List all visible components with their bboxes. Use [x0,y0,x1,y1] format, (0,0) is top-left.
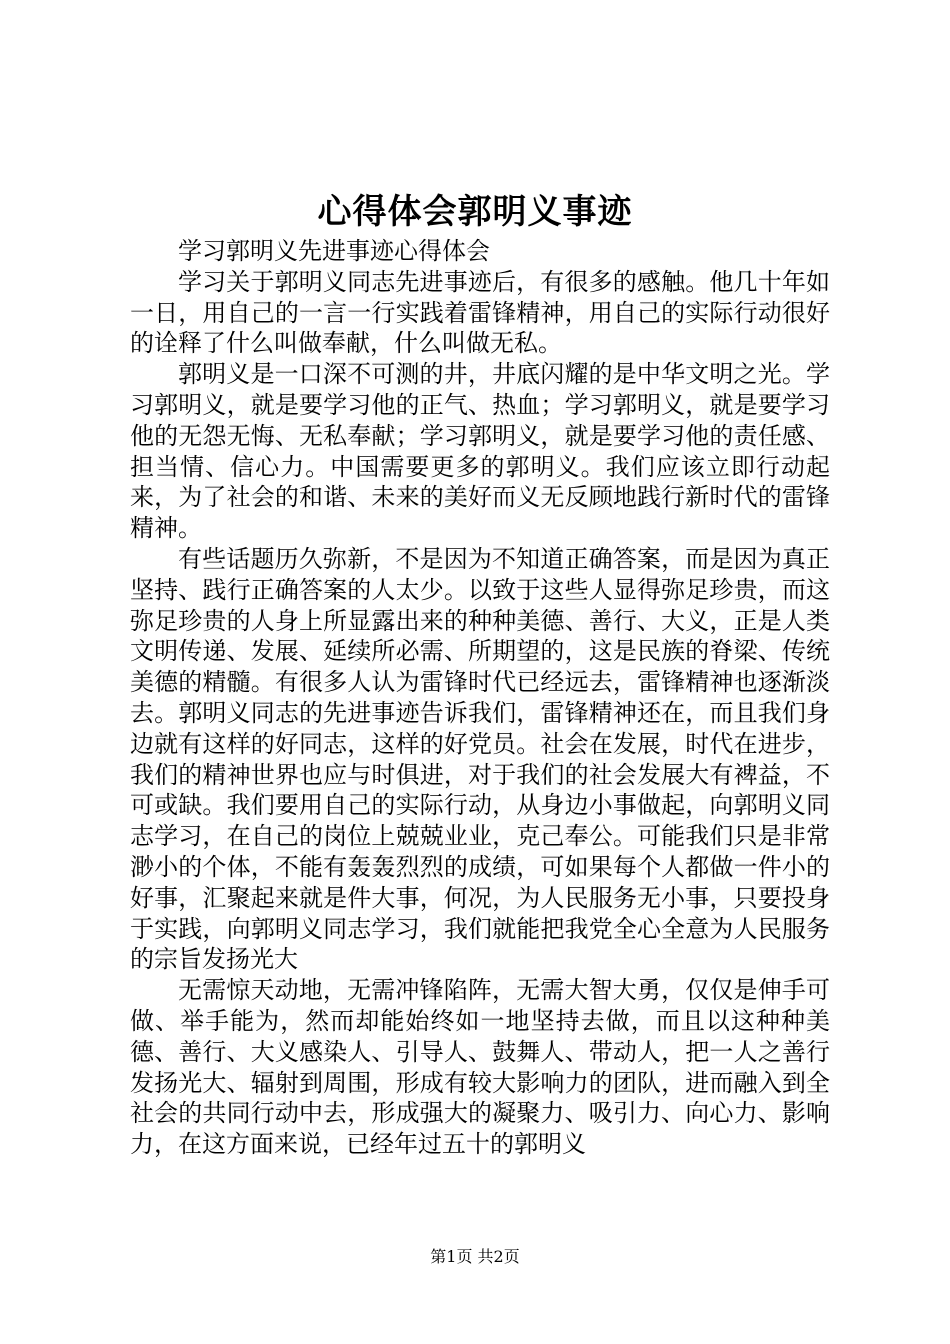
page-footer: 第1页 共2页 [430,1247,520,1266]
document-body [130,236,830,1160]
paragraph: 有些话题历久弥新，不是因为不知道正确答案，而是因为真正坚持、践行正确答案的人太少。以致于这些人显得弥足珍贵，而这弥足珍贵的人身上所显露出来的种种美德、善行、大义，正是人类文明传递、发展、延续所必需、所期望的，这是民族的脊梁、传统美德的精髓。有很多人认为雷锋时代已经远去，雷锋精神也逐渐淡去。郭明义同志的先进事迹告诉我们，雷锋精神还在，而且我们身边就有这样的好同志，这样的好党员。社会在发展，时代在进步，我们的精神世界也应与时俱进，对于我们的社会发展大有裨益，不可或缺。我们要用自己的实际行动，从身边小事做起，向郭明义同志学习，在自己的岗位上兢兢业业，克己奉公。可能我们只是非常渺小的个体，不能有轰轰烈烈的成绩，可如果每个人都做一件小的好事，汇聚起来就是件大事，何况，为人民服务无小事，只要投身于实践，向郭明义同志学习，我们就能把我党全心全意为人民服务的宗旨发扬光大 [130,544,830,974]
paragraph: 无需惊天动地，无需冲锋陷阵，无需大智大勇，仅仅是伸手可做、举手能为，然而却能始终如一地坚持去做，而且以这种种美德、善行、大义感染人、引导人、鼓舞人、带动人，把一人之善行发扬光大、辐射到周围，形成有较大影响力的团队，进而融入到全社会的共同行动中去，形成强大的凝聚力、吸引力、向心力、影响力，在这方面来说，已经年过五十的郭明义 [130,976,830,1159]
paragraph: 学习关于郭明义同志先进事迹后，有很多的感触。他几十年如一日，用自己的一言一行实践着雷锋精神，用自己的实际行动很好的诠释了什么叫做奉献，什么叫做无私。 [130,267,830,358]
paragraph-subtitle: 学习郭明义先进事迹心得体会 [178,237,490,265]
document-title: 心得体会郭明义事迹 [317,192,633,232]
paragraph: 郭明义是一口深不可测的井，井底闪耀的是中华文明之光。学习郭明义，就是要学习他的正气、热血；学习郭明义，就是要学习他的无怨无悔、无私奉献；学习郭明义，就是要学习他的责任感、担当情、信心力。中国需要更多的郭明义。我们应该立即行动起来，为了社会的和谐、未来的美好而义无反顾地践行新时代的雷锋精神。 [130,360,830,543]
